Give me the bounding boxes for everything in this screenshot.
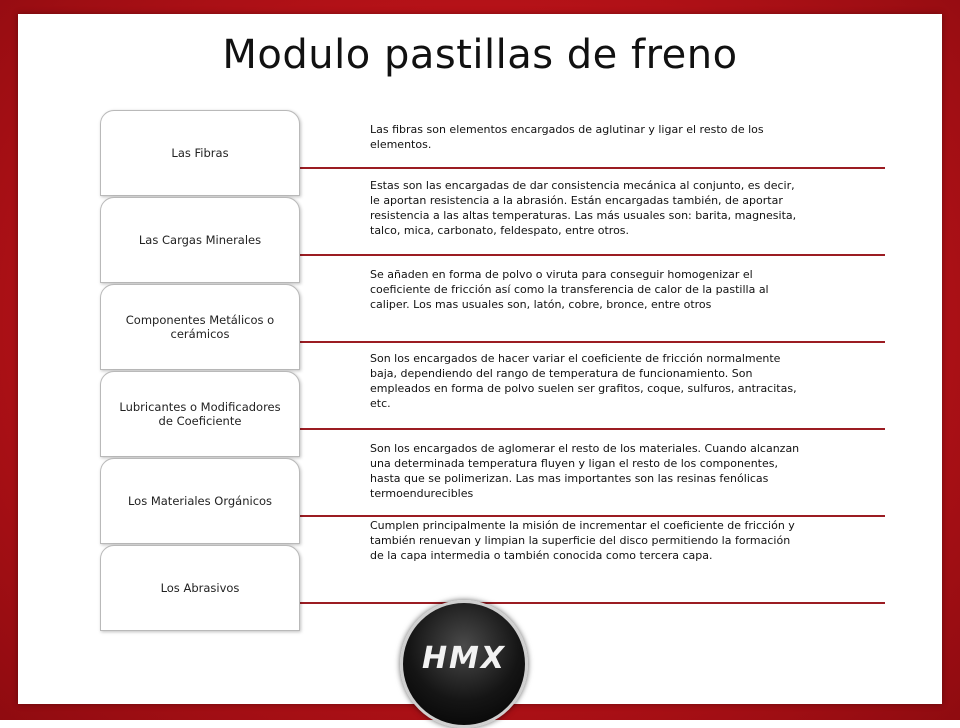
slide-panel bbox=[18, 14, 942, 704]
desc-las-fibras: Las fibras son elementos encargados de aglutinar y ligar el resto de los elementos. bbox=[370, 123, 764, 151]
desc-cargas-minerales: Estas son las encargadas de dar consistencia mecánica al conjunto, es decir, le aportan resistencia a la abrasión. Están encargadas también, de aportar resistencia a las altas temperaturas. Las más usuales son: barita, magnesita, talco, mica, carbonato, feldespato, entre otros. bbox=[370, 179, 797, 237]
desc-abrasivos: Cumplen principalmente la misión de incrementar el coeficiente de fricción y también renuevan y limpian la superficie del disco permitiendo la formación de la capa intermedia o también conocida como tercera capa. bbox=[370, 519, 795, 562]
desc-componentes-metalicos: Se añaden en forma de polvo o viruta para conseguir homogenizar el coeficiente de fricción así como la transferencia de calor de la pastilla al caliper. Los mas usuales son, latón, cobre, bronce, entre otros bbox=[370, 268, 769, 311]
tab-materiales-organicos: Los Materiales Orgánicos bbox=[100, 458, 300, 544]
slide-title: Modulo pastillas de freno bbox=[222, 32, 738, 78]
tab-las-fibras: Las Fibras bbox=[100, 110, 300, 196]
tab-abrasivos: Los Abrasivos bbox=[100, 545, 300, 631]
brand-logo bbox=[400, 600, 528, 728]
desc-materiales-organicos: Son los encargados de aglomerar el resto de los materiales. Cuando alcanzan una determinada temperatura fluyen y ligan el resto de los componentes, hasta que se polimerizan. Las mas importantes son las resinas fenólicas termoendurecibles bbox=[370, 442, 800, 500]
logo-text: HMX bbox=[421, 641, 507, 676]
tab-cargas-minerales: Las Cargas Minerales bbox=[100, 197, 300, 283]
desc-lubricantes: Son los encargados de hacer variar el coeficiente de fricción normalmente baja, dependiendo del rango de temperatura de funcionamiento. Son empleados en forma de polvo suelen ser grafitos, coque, sulfuros, antracitas, etc. bbox=[370, 352, 797, 410]
tab-componentes-metalicos: Componentes Metálicos o cerámicos bbox=[100, 284, 300, 370]
tab-lubricantes: Lubricantes o Modificadores de Coeficiente bbox=[100, 371, 300, 457]
